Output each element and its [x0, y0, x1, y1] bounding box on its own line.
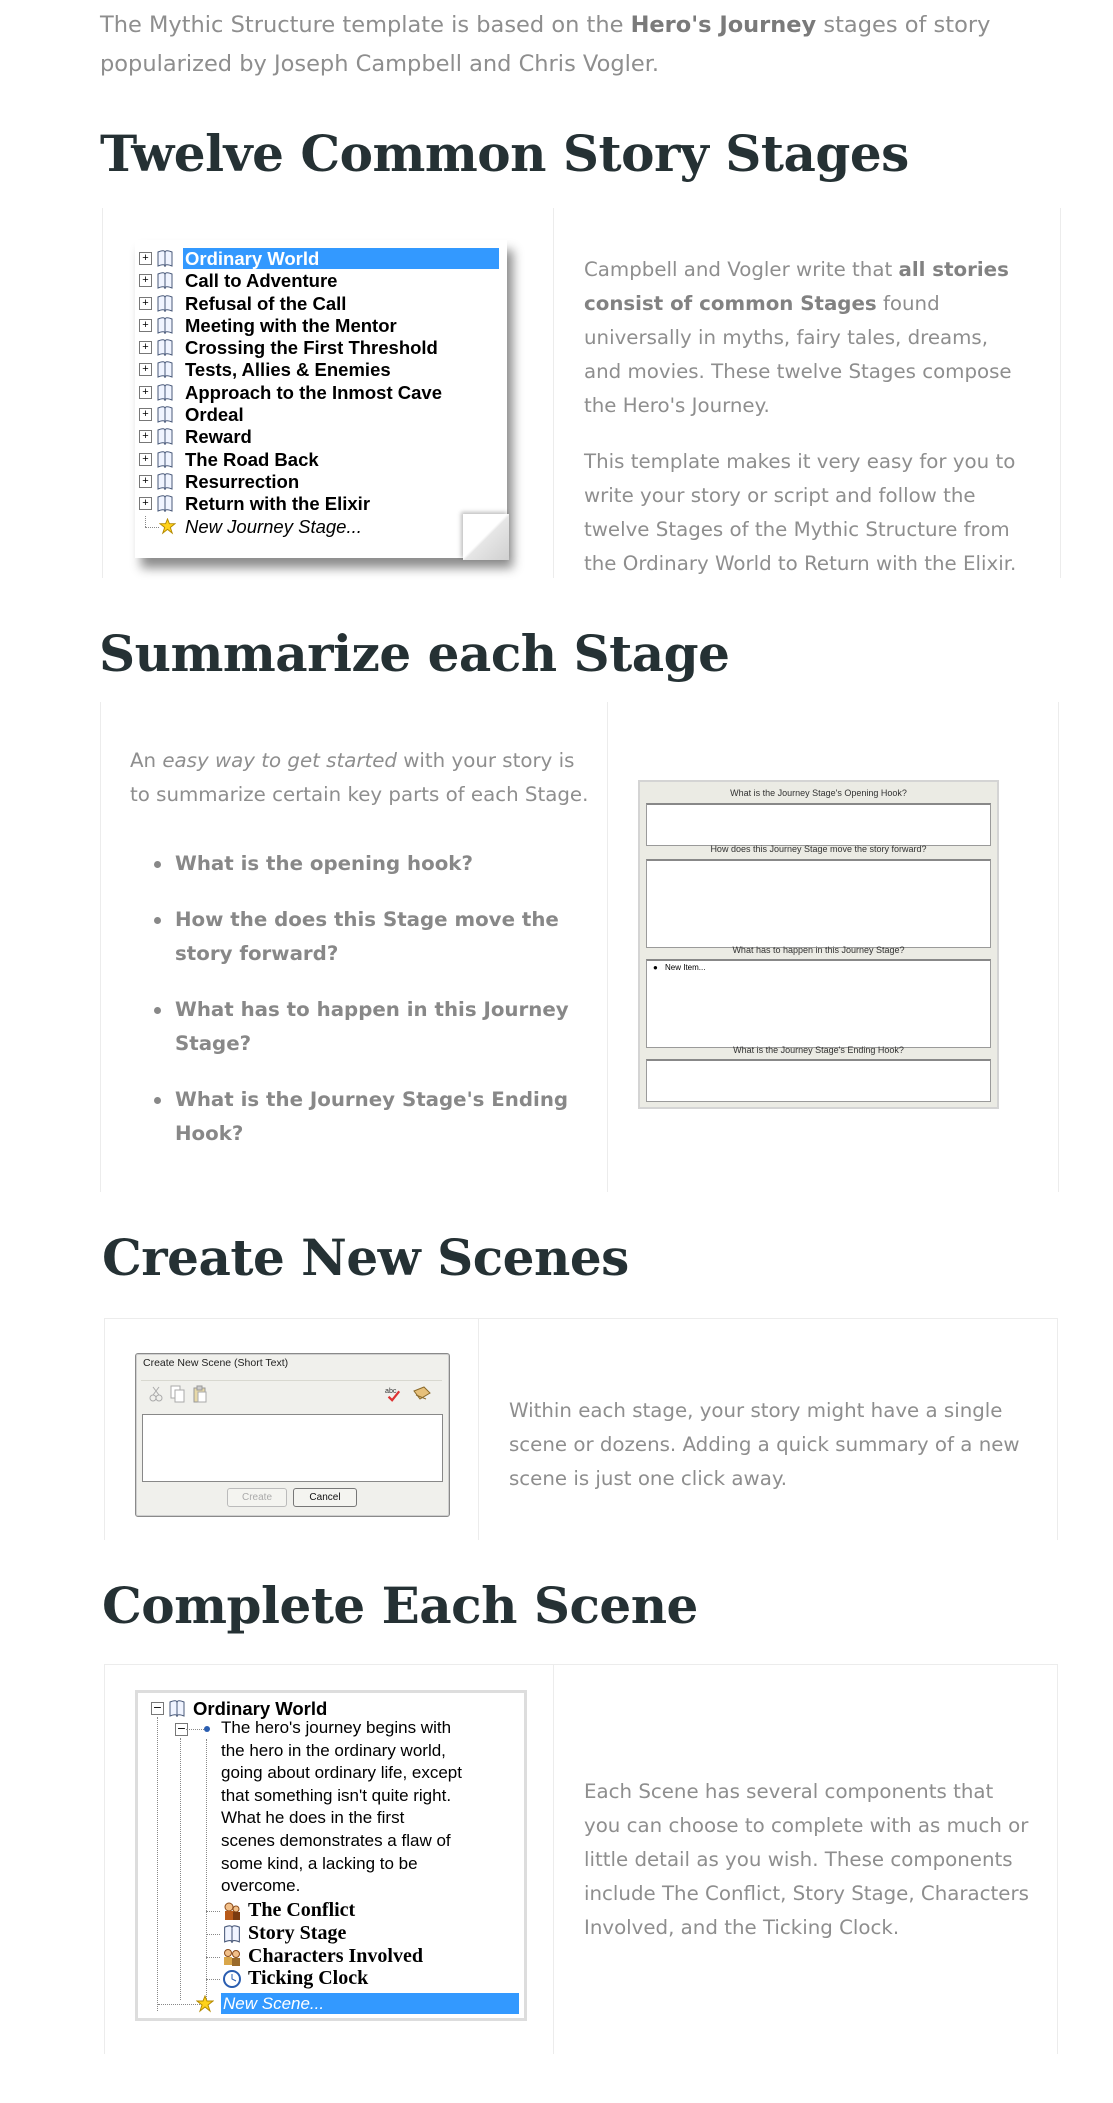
expand-toggle[interactable]: + [139, 386, 152, 399]
summarize-intro [130, 744, 590, 812]
expand-toggle[interactable]: + [139, 252, 152, 265]
expand-toggle[interactable]: + [139, 319, 152, 332]
divider [1057, 1664, 1058, 2054]
stage-tree-label: Return with the Elixir [185, 493, 371, 515]
emphasis-text: easy way to get started [162, 749, 397, 772]
stage-tree-label: Crossing the First Threshold [185, 337, 438, 359]
what-happens-field [646, 959, 991, 1048]
scene-component-label[interactable]: Characters Involved [248, 1944, 423, 1967]
bookmark-icon [168, 1699, 186, 1718]
intro-bold: Hero's Journey [630, 12, 817, 38]
summary-line: the hero in the ordinary world, [221, 1740, 446, 1760]
divider [1060, 208, 1061, 578]
spellcheck-icon [385, 1385, 401, 1403]
expand-toggle[interactable]: + [139, 297, 152, 310]
expand-toggle[interactable]: + [139, 408, 152, 421]
form-label: How does this Journey Stage move the story forward? [710, 844, 927, 854]
tree-line [206, 1934, 220, 1935]
stage-tree-label: Reward [185, 426, 252, 448]
intro-paragraph [100, 6, 1000, 84]
bold-text: all stories consist of common Stages [584, 258, 1009, 315]
new-item-text: New Item... [665, 963, 706, 972]
bookmark-icon [156, 360, 174, 379]
question-list [130, 847, 570, 1173]
text: An [130, 749, 163, 772]
form-label: What is the Journey Stage's Opening Hook? [730, 788, 907, 798]
list-item: What is the opening hook? [130, 847, 570, 881]
new-star-icon [196, 1995, 214, 2013]
tree-line [206, 1979, 220, 1980]
scene-component-label[interactable]: Story Stage [248, 1921, 347, 1944]
stage-tree-label: Resurrection [185, 470, 300, 492]
create-button[interactable]: Create [227, 1488, 287, 1507]
tree-line [158, 2004, 200, 2005]
scenes-paragraph: Within each stage, your story might have a single scene or dozens. Adding a quick summary of a new scene is just one click away. [509, 1399, 1020, 1490]
cancel-button[interactable]: Cancel [293, 1488, 357, 1507]
tree-line [145, 527, 159, 528]
expand-toggle[interactable]: + [139, 363, 152, 376]
complete-paragraph: Each Scene has several components that you can choose to complete with as much or little detail as you wish. These components include The Conflict, Story Stage, Characters Involved, and the Ticking Clock. [584, 1780, 1029, 1939]
form-label: What is the Journey Stage's Ending Hook? [733, 1045, 904, 1055]
new-item-bullet: ● [653, 963, 658, 972]
bookmark-icon [156, 316, 174, 335]
divider [478, 1318, 479, 1540]
stage-tree-label: Refusal of the Call [185, 292, 347, 314]
bookmark-icon [156, 249, 174, 268]
text: found universally in myths, fairy tales, dreams, and movies. These twelve Stages compose the Hero's Journey. [584, 292, 1012, 417]
stage-tree-label: Ordeal [185, 404, 244, 426]
tree-line [206, 1957, 220, 1958]
opening-hook-field [646, 803, 991, 846]
stage-tree-label: Ordinary World [183, 248, 499, 269]
tree-line [206, 1739, 207, 2005]
summary-line: some kind, a lacking to be [221, 1853, 418, 1873]
summary-line: going about ordinary life, except [221, 1763, 462, 1783]
tree-line [206, 1911, 220, 1912]
intro-text-end: stages of story popularized by Joseph Campbell and Chris Vogler. [100, 12, 991, 77]
list-item: What has to happen in this Journey Stage? [130, 993, 570, 1061]
stages-paragraph-2: This template makes it very easy for you to write your story or script and follow the twelve Stages of the Mythic Structure from the Ordinary World to Return with the Elixir. [584, 450, 1017, 575]
bookmark-icon [156, 427, 174, 446]
scene-tree-screenshot [135, 1690, 527, 2021]
new-scene-label[interactable]: New Scene... [223, 1994, 325, 2013]
section-title-summarize: Summarize each Stage [99, 624, 730, 683]
tree-line [186, 1729, 206, 1730]
bookmark-icon [156, 271, 174, 290]
expand-toggle[interactable]: + [139, 453, 152, 466]
cut-icon [148, 1385, 164, 1403]
expand-toggle[interactable]: + [139, 430, 152, 443]
new-journey-stage-label: New Journey Stage... [185, 515, 362, 537]
bookmark-icon [156, 494, 174, 513]
characters-icon [222, 1947, 242, 1967]
text: Campbell and Vogler write that [584, 258, 899, 281]
summary-line: The hero's journey begins with [221, 1718, 452, 1737]
section-title-stages: Twelve Common Story Stages [100, 124, 909, 183]
divider [553, 1664, 554, 2054]
summary-line: What he does in the first [221, 1808, 405, 1828]
tree-root[interactable]: Ordinary World [193, 1698, 328, 1719]
bookmark-icon [156, 383, 174, 402]
story-stage-icon [222, 1924, 242, 1944]
bookmark-icon [156, 472, 174, 491]
move-forward-field [646, 859, 991, 948]
stages-paragraph-1 [584, 253, 1024, 423]
tree-line [157, 1717, 158, 2011]
stage-summary-form-screenshot [638, 780, 999, 1109]
text: with your story is to summarize certain key parts of each Stage. [130, 749, 589, 806]
intro-text: The Mythic Structure template is based on the [100, 12, 631, 38]
paste-icon [192, 1385, 208, 1403]
tree-line [145, 516, 146, 527]
summary-node-icon [204, 1726, 210, 1732]
divider [1058, 702, 1059, 1192]
copy-icon [170, 1385, 186, 1403]
list-item: What is the Journey Stage's Ending Hook? [130, 1083, 570, 1151]
scene-text-input[interactable] [142, 1414, 443, 1482]
expand-toggle[interactable]: + [139, 497, 152, 510]
divider [104, 1318, 1058, 1319]
new-star-icon [159, 518, 176, 535]
list-item: How the does this Stage move the story forward? [130, 903, 570, 971]
divider [1057, 1318, 1058, 1540]
section-title-scenes: Create New Scenes [102, 1228, 629, 1287]
divider [553, 208, 554, 578]
ending-hook-field [646, 1059, 991, 1102]
expand-toggle[interactable]: + [139, 274, 152, 287]
section-title-complete: Complete Each Scene [102, 1576, 698, 1635]
summary-line: overcome. [221, 1876, 301, 1896]
svg-text:abc: abc [385, 1387, 397, 1396]
stage-tree-label: Tests, Allies & Enemies [185, 359, 391, 381]
expand-toggle[interactable]: + [139, 341, 152, 354]
stage-tree-label: Call to Adventure [185, 270, 338, 292]
divider [104, 1664, 105, 2054]
conflict-icon [222, 1901, 242, 1921]
bookmark-icon [156, 405, 174, 424]
thesaurus-icon [412, 1385, 432, 1403]
stage-tree-label: The Road Back [185, 448, 319, 470]
page-curl [463, 514, 509, 560]
collapse-toggle[interactable]: − [176, 1722, 187, 1735]
divider [607, 702, 608, 1192]
stage-tree-label: Meeting with the Mentor [185, 314, 397, 336]
scene-component-label[interactable]: Ticking Clock [248, 1967, 369, 1990]
divider [104, 1664, 1058, 1665]
collapse-toggle[interactable]: − [152, 1701, 163, 1714]
summary-line: that something isn't quite right. [221, 1785, 452, 1805]
tree-line [180, 1738, 181, 2000]
divider [104, 1318, 105, 1540]
bookmark-icon [156, 450, 174, 469]
dialog-title: Create New Scene (Short Text) [143, 1357, 289, 1369]
divider [102, 208, 103, 578]
stage-tree-label: Approach to the Inmost Cave [185, 381, 442, 403]
summary-line: scenes demonstrates a flaw of [221, 1831, 451, 1850]
ticking-clock-icon [222, 1969, 242, 1989]
create-scene-dialog-screenshot [135, 1353, 450, 1517]
form-label: What has to happen in this Journey Stage? [732, 945, 905, 955]
bookmark-icon [156, 294, 174, 313]
scene-component-label[interactable]: The Conflict [248, 1899, 356, 1921]
expand-toggle[interactable]: + [139, 475, 152, 488]
bookmark-icon [156, 338, 174, 357]
divider [100, 702, 101, 1192]
